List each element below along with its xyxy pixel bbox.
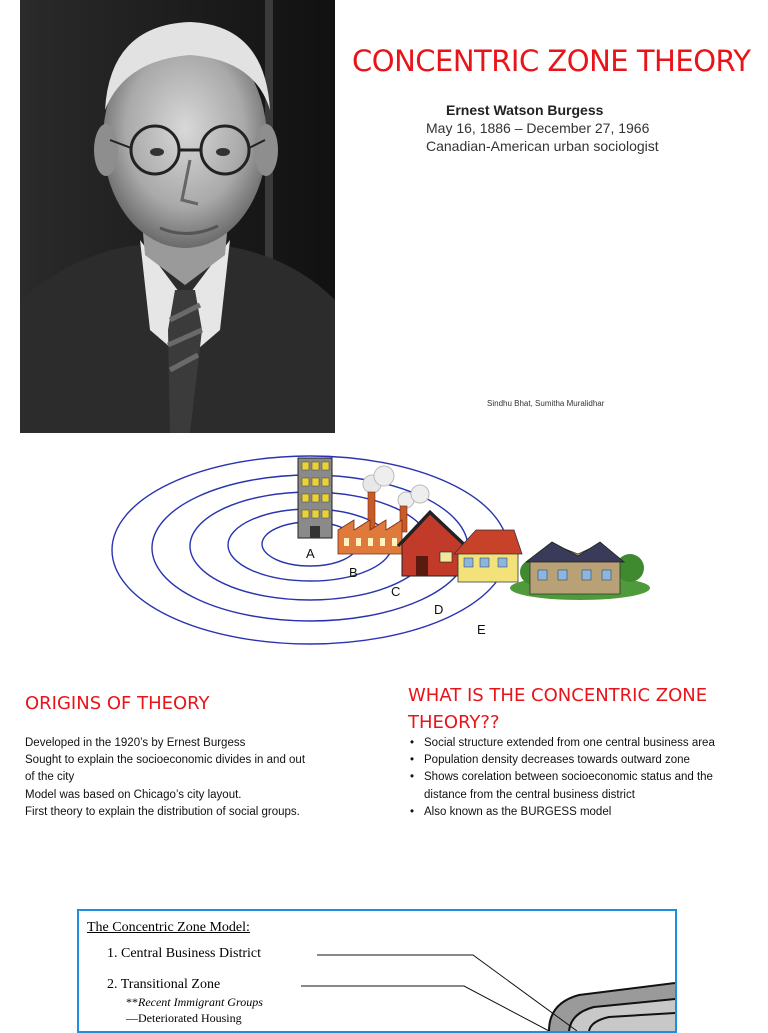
suburban-house-icon [454,530,522,582]
concentric-zones-diagram [100,448,660,648]
origins-line: of the city [25,771,75,784]
list-item-line: Shows corelation between socioeconomic status and the [424,771,713,784]
model-item-transitional: 2. Transitional Zone [107,977,221,992]
small-house-icon [398,512,466,576]
portrait-photo [20,0,335,433]
model-title: The Concentric Zone Model: [87,920,250,935]
subitem-prefix: ** [126,995,138,1009]
origins-line: First theory to explain the distribution of social groups. [25,805,300,818]
what-is-heading: WHAT IS THE CONCENTRIC ZONE THEORY?? [408,685,708,733]
list-item-text: Also known as the BURGESS model [424,805,612,818]
subitem-text: Recent Immigrant Groups [138,995,263,1009]
list-item [410,804,765,821]
bullet-icon: • [410,771,415,784]
commuter-house-icon [510,542,650,600]
origins-line: Developed in the 1920’s by Ernest Burgess [25,737,246,749]
bullet-icon: • [410,805,415,818]
leader-line-2 [301,986,549,1031]
list-item [410,735,765,752]
model-subitem-immigrants [126,995,263,1010]
list-item-text: Population density decreases towards outward zone [424,754,690,767]
model-item-cbd: 1. Central Business District [107,946,261,961]
origins-line: Model was based on Chicago’s city layout. [25,788,242,801]
person-dates: May 16, 1886 – December 27, 1966 [426,120,650,136]
model-subitem-housing: —Deteriorated Housing [126,1011,242,1025]
slide-title: CONCENTRIC ZONE THEORY [352,44,751,78]
list-item-text [424,769,765,803]
origins-line: Sought to explain the socioeconomic divides in and out [25,754,306,767]
person-role: Canadian-American urban sociologist [426,138,659,154]
concentric-model-panel [77,909,677,1033]
what-is-list [410,735,765,821]
zone-label-e: E [477,622,486,637]
list-item-text: Social structure extended from one central business area [424,737,715,749]
leader-line-1 [317,955,577,1031]
list-item [410,752,765,769]
origins-heading: ORIGINS OF THEORY [25,693,210,714]
person-name: Ernest Watson Burgess [446,102,604,118]
zone-label-d: D [434,602,444,617]
portrait-illustration [20,0,335,433]
bullet-icon: • [410,754,415,767]
list-item-line: distance from the central business district [424,788,635,801]
list-item [410,769,765,803]
zone-label-c: C [391,584,401,599]
zone-label-a: A [306,546,315,561]
authors-credit: Sindhu Bhat, Sumitha Muralidhar [487,399,605,408]
zone-label-b: B [349,565,358,580]
bullet-icon: • [410,737,415,749]
office-building-icon [298,458,332,538]
origins-list [25,735,375,821]
